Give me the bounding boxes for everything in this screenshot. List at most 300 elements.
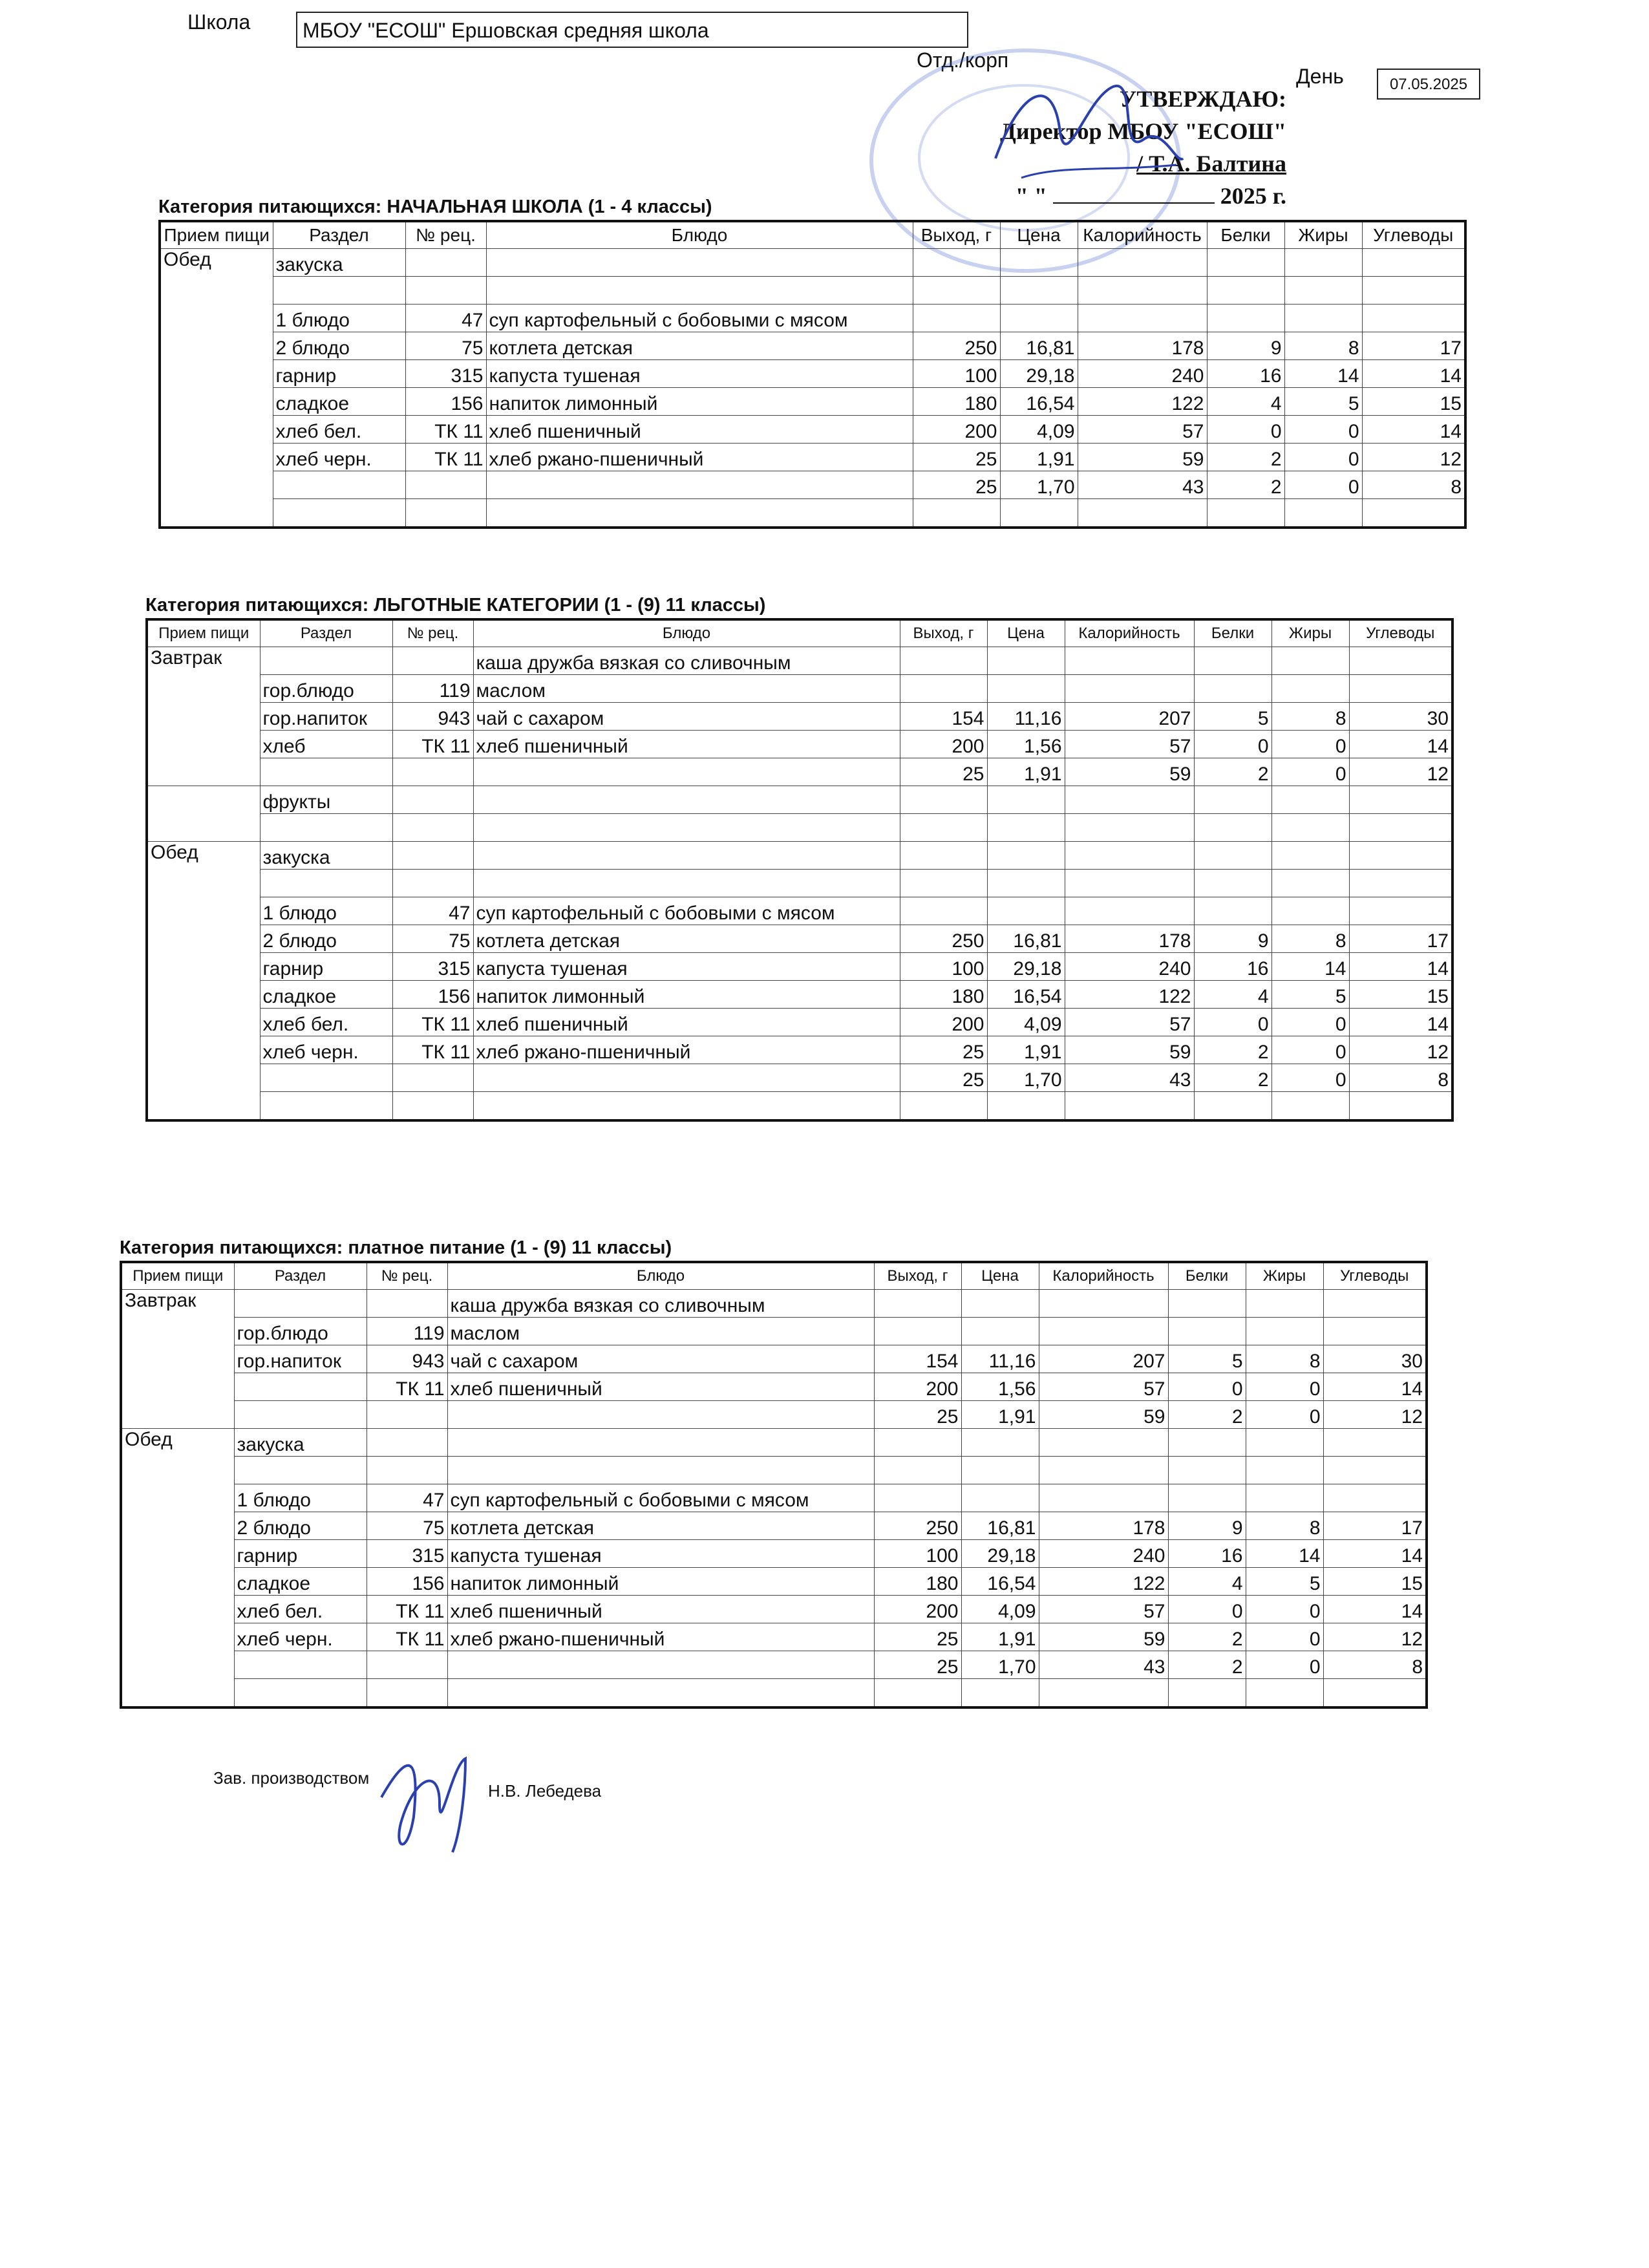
column-header: Блюдо xyxy=(473,619,900,647)
recipe-number-cell xyxy=(367,1679,447,1708)
protein-cell: 0 xyxy=(1207,416,1284,444)
yield-cell: 250 xyxy=(874,1512,961,1540)
price-cell xyxy=(987,786,1065,814)
fat-cell xyxy=(1271,897,1349,925)
section-cell xyxy=(234,1679,367,1708)
column-header: Раздел xyxy=(273,221,405,249)
column-header: Выход, г xyxy=(900,619,987,647)
section-cell xyxy=(260,758,392,786)
protein-cell: 2 xyxy=(1194,1064,1271,1092)
table-row xyxy=(160,444,1465,471)
section-cell xyxy=(260,1064,392,1092)
carbs-cell xyxy=(1349,870,1452,897)
fat-cell xyxy=(1271,647,1349,675)
recipe-number-cell: 315 xyxy=(367,1540,447,1568)
column-header: Выход, г xyxy=(874,1262,961,1290)
table-row xyxy=(147,1092,1452,1121)
protein-cell: 5 xyxy=(1168,1345,1246,1373)
calories-cell: 178 xyxy=(1039,1512,1168,1540)
fat-cell: 0 xyxy=(1271,758,1349,786)
protein-cell xyxy=(1207,249,1284,277)
table-row xyxy=(121,1512,1427,1540)
calories-cell xyxy=(1078,277,1207,305)
section-cell: гарнир xyxy=(260,953,392,981)
carbs-cell: 12 xyxy=(1362,444,1465,471)
recipe-number-cell: 119 xyxy=(392,675,473,703)
price-cell xyxy=(961,1290,1039,1318)
column-header: № рец. xyxy=(392,619,473,647)
table-row xyxy=(121,1429,1427,1457)
price-cell xyxy=(987,675,1065,703)
carbs-cell xyxy=(1362,305,1465,332)
footer-position: Зав. производством xyxy=(213,1768,370,1788)
table-row xyxy=(121,1623,1427,1651)
fat-cell: 8 xyxy=(1271,925,1349,953)
section-cell: хлеб бел. xyxy=(260,1009,392,1036)
fat-cell: 0 xyxy=(1246,1373,1323,1401)
table-row xyxy=(147,870,1452,897)
section-cell xyxy=(234,1457,367,1484)
meal-cell xyxy=(147,786,260,842)
carbs-cell xyxy=(1349,675,1452,703)
production-manager-signature xyxy=(368,1739,498,1862)
protein-cell xyxy=(1207,277,1284,305)
protein-cell: 2 xyxy=(1194,1036,1271,1064)
fat-cell xyxy=(1271,842,1349,870)
yield-cell xyxy=(900,1092,987,1121)
table-row xyxy=(121,1568,1427,1596)
dish-cell: суп картофельный с бобовыми с мясом xyxy=(486,305,913,332)
fat-cell: 0 xyxy=(1271,1009,1349,1036)
table-row xyxy=(160,305,1465,332)
calories-cell xyxy=(1065,897,1194,925)
recipe-number-cell: 156 xyxy=(367,1568,447,1596)
carbs-cell xyxy=(1323,1484,1427,1512)
section-cell: 2 блюдо xyxy=(234,1512,367,1540)
recipe-number-cell: ТК 11 xyxy=(392,731,473,758)
section-cell xyxy=(273,277,405,305)
fat-cell: 8 xyxy=(1246,1512,1323,1540)
carbs-cell xyxy=(1323,1318,1427,1345)
calories-cell xyxy=(1039,1484,1168,1512)
price-cell: 1,70 xyxy=(1000,471,1078,499)
dish-cell xyxy=(473,1064,900,1092)
price-cell: 4,09 xyxy=(987,1009,1065,1036)
yield-cell: 25 xyxy=(913,471,1000,499)
yield-cell: 25 xyxy=(874,1401,961,1429)
carbs-cell xyxy=(1323,1679,1427,1708)
recipe-number-cell: 47 xyxy=(392,897,473,925)
dish-cell: хлеб пшеничный xyxy=(447,1373,874,1401)
section-cell: закуска xyxy=(273,249,405,277)
yield-cell: 25 xyxy=(913,444,1000,471)
calories-cell xyxy=(1039,1290,1168,1318)
column-header: Прием пищи xyxy=(160,221,273,249)
price-cell xyxy=(1000,249,1078,277)
column-header: Белки xyxy=(1168,1262,1246,1290)
recipe-number-cell xyxy=(405,249,486,277)
dish-cell: хлеб пшеничный xyxy=(473,731,900,758)
dish-cell: хлеб ржано-пшеничный xyxy=(447,1623,874,1651)
calories-cell: 207 xyxy=(1039,1345,1168,1373)
table-row xyxy=(121,1373,1427,1401)
carbs-cell: 12 xyxy=(1349,758,1452,786)
recipe-number-cell: 315 xyxy=(405,360,486,388)
calories-cell xyxy=(1078,305,1207,332)
price-cell: 1,91 xyxy=(961,1623,1039,1651)
yield-cell: 25 xyxy=(900,1064,987,1092)
price-cell: 16,54 xyxy=(1000,388,1078,416)
column-header: Углеводы xyxy=(1349,619,1452,647)
fat-cell xyxy=(1246,1484,1323,1512)
recipe-number-cell xyxy=(367,1401,447,1429)
column-header: Калорийность xyxy=(1065,619,1194,647)
carbs-cell xyxy=(1349,647,1452,675)
dish-cell xyxy=(486,249,913,277)
protein-cell: 9 xyxy=(1207,332,1284,360)
fat-cell: 0 xyxy=(1284,444,1362,471)
section-title: Категория питающихся: платное питание (1 - (9) 11 классы) xyxy=(120,1237,672,1258)
recipe-number-cell: ТК 11 xyxy=(367,1373,447,1401)
dish-cell xyxy=(486,499,913,528)
calories-cell xyxy=(1039,1679,1168,1708)
recipe-number-cell xyxy=(392,870,473,897)
fat-cell: 0 xyxy=(1284,471,1362,499)
carbs-cell xyxy=(1323,1429,1427,1457)
carbs-cell: 14 xyxy=(1323,1596,1427,1623)
recipe-number-cell xyxy=(392,758,473,786)
price-cell xyxy=(987,814,1065,842)
calories-cell: 59 xyxy=(1078,444,1207,471)
table-row xyxy=(147,953,1452,981)
column-header: Жиры xyxy=(1284,221,1362,249)
fat-cell xyxy=(1284,249,1362,277)
calories-cell: 59 xyxy=(1039,1401,1168,1429)
section-cell: 1 блюдо xyxy=(260,897,392,925)
price-cell: 29,18 xyxy=(987,953,1065,981)
carbs-cell: 17 xyxy=(1349,925,1452,953)
section-cell: 1 блюдо xyxy=(273,305,405,332)
fat-cell xyxy=(1271,814,1349,842)
dish-cell xyxy=(473,842,900,870)
table-row xyxy=(147,925,1452,953)
price-cell: 1,70 xyxy=(961,1651,1039,1679)
calories-cell: 59 xyxy=(1065,1036,1194,1064)
section-cell: хлеб бел. xyxy=(234,1596,367,1623)
section-cell xyxy=(234,1651,367,1679)
carbs-cell: 17 xyxy=(1362,332,1465,360)
calories-cell: 57 xyxy=(1065,731,1194,758)
protein-cell: 2 xyxy=(1207,444,1284,471)
section-cell: сладкое xyxy=(260,981,392,1009)
recipe-number-cell xyxy=(367,1651,447,1679)
fat-cell xyxy=(1271,1092,1349,1121)
recipe-number-cell xyxy=(392,814,473,842)
recipe-number-cell: 156 xyxy=(392,981,473,1009)
column-header: Цена xyxy=(961,1262,1039,1290)
price-cell xyxy=(1000,305,1078,332)
recipe-number-cell: 943 xyxy=(392,703,473,731)
calories-cell xyxy=(1078,499,1207,528)
yield-cell xyxy=(900,675,987,703)
fat-cell: 8 xyxy=(1284,332,1362,360)
dish-cell: хлеб ржано-пшеничный xyxy=(473,1036,900,1064)
table-row xyxy=(160,499,1465,528)
calories-cell xyxy=(1039,1429,1168,1457)
yield-cell xyxy=(900,842,987,870)
fat-cell xyxy=(1271,675,1349,703)
protein-cell xyxy=(1168,1484,1246,1512)
table-row xyxy=(147,1036,1452,1064)
table-row xyxy=(147,842,1452,870)
fat-cell xyxy=(1284,305,1362,332)
section-title: Категория питающихся: НАЧАЛЬНАЯ ШКОЛА (1 - 4 классы) xyxy=(158,197,712,217)
yield-cell xyxy=(874,1457,961,1484)
table-row xyxy=(121,1679,1427,1708)
protein-cell: 0 xyxy=(1168,1596,1246,1623)
fat-cell: 0 xyxy=(1271,1036,1349,1064)
section-cell: гор.блюдо xyxy=(234,1318,367,1345)
approval-date-quotes: " " xyxy=(1015,183,1047,209)
table-row xyxy=(121,1651,1427,1679)
carbs-cell: 12 xyxy=(1323,1401,1427,1429)
recipe-number-cell xyxy=(392,647,473,675)
carbs-cell xyxy=(1362,277,1465,305)
section-cell: хлеб черн. xyxy=(273,444,405,471)
column-header: Цена xyxy=(1000,221,1078,249)
column-header: Раздел xyxy=(234,1262,367,1290)
column-header: Цена xyxy=(987,619,1065,647)
yield-cell xyxy=(874,1484,961,1512)
recipe-number-cell: 75 xyxy=(367,1512,447,1540)
meal-cell: Завтрак xyxy=(121,1290,234,1429)
yield-cell: 200 xyxy=(913,416,1000,444)
yield-cell: 200 xyxy=(900,1009,987,1036)
fat-cell: 14 xyxy=(1284,360,1362,388)
carbs-cell xyxy=(1349,1092,1452,1121)
section-cell: закуска xyxy=(234,1429,367,1457)
section-cell: гор.напиток xyxy=(234,1345,367,1373)
carbs-cell: 15 xyxy=(1323,1568,1427,1596)
section-cell: 2 блюдо xyxy=(260,925,392,953)
table-row xyxy=(160,471,1465,499)
table-row xyxy=(147,703,1452,731)
price-cell xyxy=(987,647,1065,675)
price-cell xyxy=(961,1679,1039,1708)
section-cell: 1 блюдо xyxy=(234,1484,367,1512)
table-row xyxy=(147,897,1452,925)
price-cell: 1,91 xyxy=(987,1036,1065,1064)
date-field: 07.05.2025 xyxy=(1377,69,1480,100)
column-header: Белки xyxy=(1194,619,1271,647)
carbs-cell: 8 xyxy=(1362,471,1465,499)
carbs-cell: 12 xyxy=(1323,1623,1427,1651)
approval-director: Директор МБОУ "ЕСОШ" xyxy=(1000,118,1286,144)
column-header: Калорийность xyxy=(1078,221,1207,249)
section-cell xyxy=(260,814,392,842)
dish-cell xyxy=(447,1457,874,1484)
section-paid-meals xyxy=(120,1235,1425,1709)
fat-cell xyxy=(1284,277,1362,305)
calories-cell: 57 xyxy=(1078,416,1207,444)
protein-cell: 4 xyxy=(1194,981,1271,1009)
recipe-number-cell: ТК 11 xyxy=(367,1596,447,1623)
table-row xyxy=(147,758,1452,786)
fat-cell: 5 xyxy=(1246,1568,1323,1596)
dish-cell: маслом xyxy=(447,1318,874,1345)
protein-cell xyxy=(1168,1457,1246,1484)
recipe-number-cell: 75 xyxy=(405,332,486,360)
price-cell: 4,09 xyxy=(1000,416,1078,444)
carbs-cell xyxy=(1349,786,1452,814)
carbs-cell: 17 xyxy=(1323,1512,1427,1540)
calories-cell: 57 xyxy=(1039,1596,1168,1623)
calories-cell xyxy=(1065,870,1194,897)
protein-cell xyxy=(1168,1318,1246,1345)
dish-cell: напиток лимонный xyxy=(447,1568,874,1596)
section-benefit-categories xyxy=(145,592,1451,1122)
price-cell xyxy=(961,1484,1039,1512)
price-cell: 16,81 xyxy=(1000,332,1078,360)
recipe-number-cell: 47 xyxy=(405,305,486,332)
protein-cell xyxy=(1194,870,1271,897)
protein-cell: 5 xyxy=(1194,703,1271,731)
section-cell xyxy=(234,1373,367,1401)
section-cell: сладкое xyxy=(273,388,405,416)
dish-cell: напиток лимонный xyxy=(473,981,900,1009)
recipe-number-cell xyxy=(392,842,473,870)
table-row xyxy=(160,360,1465,388)
recipe-number-cell: 119 xyxy=(367,1318,447,1345)
carbs-cell: 14 xyxy=(1323,1373,1427,1401)
yield-cell xyxy=(874,1290,961,1318)
dish-cell: капуста тушеная xyxy=(473,953,900,981)
dish-cell xyxy=(447,1401,874,1429)
yield-cell: 180 xyxy=(900,981,987,1009)
column-header: Белки xyxy=(1207,221,1284,249)
calories-cell: 43 xyxy=(1065,1064,1194,1092)
dish-cell: хлеб пшеничный xyxy=(473,1009,900,1036)
table-row xyxy=(121,1290,1427,1318)
protein-cell xyxy=(1194,647,1271,675)
price-cell: 11,16 xyxy=(987,703,1065,731)
yield-cell: 154 xyxy=(874,1345,961,1373)
section-cell: хлеб черн. xyxy=(234,1623,367,1651)
table-row xyxy=(160,416,1465,444)
section-cell: гор.блюдо xyxy=(260,675,392,703)
calories-cell: 240 xyxy=(1065,953,1194,981)
recipe-number-cell xyxy=(405,471,486,499)
carbs-cell: 14 xyxy=(1349,731,1452,758)
table-row xyxy=(160,249,1465,277)
fat-cell: 0 xyxy=(1246,1401,1323,1429)
dish-cell: суп картофельный с бобовыми с мясом xyxy=(447,1484,874,1512)
section-cell: гарнир xyxy=(234,1540,367,1568)
column-header: Жиры xyxy=(1246,1262,1323,1290)
carbs-cell xyxy=(1323,1290,1427,1318)
menu-table xyxy=(145,618,1454,1122)
column-header: Раздел xyxy=(260,619,392,647)
section-cell: хлеб xyxy=(260,731,392,758)
approval-signer: / Т.А. Балтина xyxy=(1136,151,1286,177)
carbs-cell: 14 xyxy=(1362,360,1465,388)
price-cell: 16,81 xyxy=(987,925,1065,953)
column-header: № рец. xyxy=(405,221,486,249)
carbs-cell xyxy=(1362,249,1465,277)
calories-cell xyxy=(1065,1092,1194,1121)
column-header: Жиры xyxy=(1271,619,1349,647)
calories-cell: 43 xyxy=(1078,471,1207,499)
price-cell xyxy=(1000,277,1078,305)
fat-cell: 0 xyxy=(1246,1596,1323,1623)
yield-cell xyxy=(874,1318,961,1345)
yield-cell: 25 xyxy=(874,1651,961,1679)
yield-cell xyxy=(874,1679,961,1708)
price-cell: 11,16 xyxy=(961,1345,1039,1373)
table-row xyxy=(147,786,1452,814)
menu-table xyxy=(120,1261,1428,1709)
price-cell: 1,56 xyxy=(961,1373,1039,1401)
day-label: День xyxy=(1296,65,1344,88)
price-cell: 1,91 xyxy=(987,758,1065,786)
dish-cell: каша дружба вязкая со сливочным xyxy=(473,647,900,675)
price-cell: 1,91 xyxy=(1000,444,1078,471)
recipe-number-cell: ТК 11 xyxy=(367,1623,447,1651)
protein-cell: 4 xyxy=(1207,388,1284,416)
column-header: Углеводы xyxy=(1323,1262,1427,1290)
approval-year: 2025 г. xyxy=(1220,183,1286,209)
calories-cell xyxy=(1065,814,1194,842)
dish-cell: маслом xyxy=(473,675,900,703)
protein-cell: 9 xyxy=(1168,1512,1246,1540)
calories-cell: 59 xyxy=(1065,758,1194,786)
table-header-row xyxy=(147,619,1452,647)
director-signature xyxy=(983,61,1189,197)
fat-cell: 0 xyxy=(1271,731,1349,758)
school-label: Школа xyxy=(187,10,251,34)
protein-cell xyxy=(1194,675,1271,703)
fat-cell: 8 xyxy=(1271,703,1349,731)
recipe-number-cell: ТК 11 xyxy=(392,1009,473,1036)
recipe-number-cell: 943 xyxy=(367,1345,447,1373)
table-row xyxy=(160,277,1465,305)
table-header-row xyxy=(160,221,1465,249)
section-cell xyxy=(273,499,405,528)
table-row xyxy=(147,647,1452,675)
price-cell xyxy=(987,1092,1065,1121)
protein-cell xyxy=(1207,305,1284,332)
table-row xyxy=(147,675,1452,703)
fat-cell xyxy=(1246,1318,1323,1345)
calories-cell: 57 xyxy=(1039,1373,1168,1401)
footer-name: Н.В. Лебедева xyxy=(488,1781,602,1801)
meal-cell: Завтрак xyxy=(147,647,260,786)
price-cell: 16,54 xyxy=(961,1568,1039,1596)
dish-cell xyxy=(486,471,913,499)
section-cell: гарнир xyxy=(273,360,405,388)
yield-cell xyxy=(913,277,1000,305)
yield-cell: 180 xyxy=(913,388,1000,416)
protein-cell: 0 xyxy=(1168,1373,1246,1401)
column-header: Прием пищи xyxy=(121,1262,234,1290)
carbs-cell xyxy=(1349,842,1452,870)
protein-cell xyxy=(1194,786,1271,814)
carbs-cell xyxy=(1362,499,1465,528)
protein-cell xyxy=(1194,842,1271,870)
yield-cell xyxy=(874,1429,961,1457)
table-header-row xyxy=(121,1262,1427,1290)
yield-cell xyxy=(900,814,987,842)
